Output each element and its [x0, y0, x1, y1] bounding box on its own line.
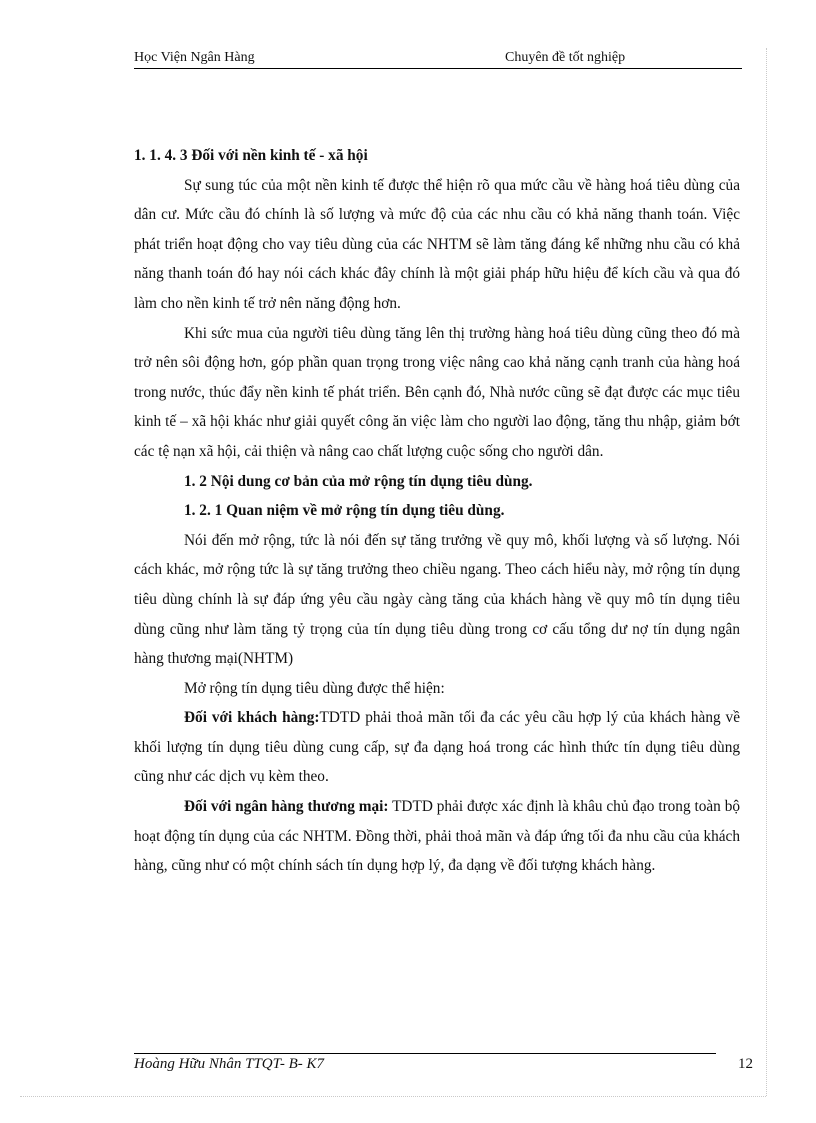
header-rule [134, 68, 742, 69]
page-header [134, 50, 740, 68]
paragraph-5-lead: Đối với khách hàng: [184, 709, 320, 727]
page-number: 12 [738, 1056, 753, 1072]
section-heading-1-2: 1. 2 Nội dung cơ bản của mở rộng tín dụng tiêu dùng. [184, 472, 533, 490]
document-body [134, 141, 740, 881]
paragraph-5-text: TDTD phải thoả mãn tối đa các yêu cầu hợp lý của khách hàng về khối lượng tín dụng tiêu dùng cung cấp, sự đa dạng hoá trong các hình thức tín dụng tiêu dùng cũng như các dịch vụ kèm theo. [134, 709, 740, 786]
page-edge-bottom [20, 1096, 766, 1097]
header-left-text: Học Viện Ngân Hàng [134, 50, 255, 65]
paragraph-3: Nói đến mở rộng, tức là nói đến sự tăng trưởng về quy mô, khối lượng và số lượng. Nói cách khác, mở rộng tức là sự tăng trưởng theo chiều ngang. Theo cách hiểu này, mở rộng tín dụng tiêu dùng chính là sự đáp ứng yêu cầu ngày càng tăng của khách hàng về quy mô tín dụng tiêu dùng cũng như làm tăng tỷ trọng của tín dụng tiêu dùng trong cơ cấu tổng dư nợ tín dụng ngân hàng thương mại(NHTM) [134, 531, 740, 668]
footer-rule [134, 1053, 716, 1054]
header-right-text: Chuyên đề tốt nghiệp [505, 50, 626, 65]
paragraph-4: Mở rộng tín dụng tiêu dùng được thể hiện: [184, 679, 445, 697]
paragraph-2: Khi sức mua của người tiêu dùng tăng lên thị trường hàng hoá tiêu dùng cũng theo đó mà trở nên sôi động hơn, góp phần quan trọng trong việc nâng cao khả năng cạnh tranh của hàng hoá trong nước, thúc đẩy nền kinh tế phát triển. Bên cạnh đó, Nhà nước cũng sẽ đạt được các mục tiêu kinh tế – xã hội khác như giải quyết công ăn việc làm cho người lao động, tăng thu nhập, giảm bớt các tệ nạn xã hội, cải thiện và nâng cao chất lượng cuộc sống cho người dân. [134, 324, 740, 460]
paragraph-1: Sự sung túc của một nền kinh tế được thể hiện rõ qua mức cầu về hàng hoá tiêu dùng của dân cư. Mức cầu đó chính là số lượng và mức độ của các nhu cầu có khả năng thanh toán. Việc phát triển hoạt động cho vay tiêu dùng của các NHTM sẽ làm tăng đáng kể những nhu cầu có khả năng thanh toán đó hay nói cách khác đây chính là một giải pháp hữu hiệu để kích cầu và qua đó làm cho nền kinh tế trở nên năng động hơn. [134, 176, 740, 312]
paragraph-6 [134, 792, 740, 881]
footer-author: Hoàng Hữu Nhân TTQT- B- K7 [134, 1056, 325, 1072]
section-heading-1-2-1: 1. 2. 1 Quan niệm về mở rộng tín dụng tiêu dùng. [184, 502, 505, 520]
paragraph-6-text: TDTD phải được xác định là khâu chủ đạo trong toàn bộ hoạt động tín dụng của các NHTM. Đồng thời, phải thoả mãn và đáp ứng tối đa nhu cầu của khách hàng, cũng như có một chính sách tín dụng hợp lý, đa dạng về đối tượng khách hàng. [134, 798, 740, 875]
paragraph-6-lead: Đối với ngân hàng thương mại: [184, 798, 389, 816]
section-heading-1-1-4-3: 1. 1. 4. 3 Đối với nền kinh tế - xã hội [134, 147, 368, 164]
paragraph-5 [134, 703, 740, 792]
page-edge-right [766, 48, 767, 1096]
